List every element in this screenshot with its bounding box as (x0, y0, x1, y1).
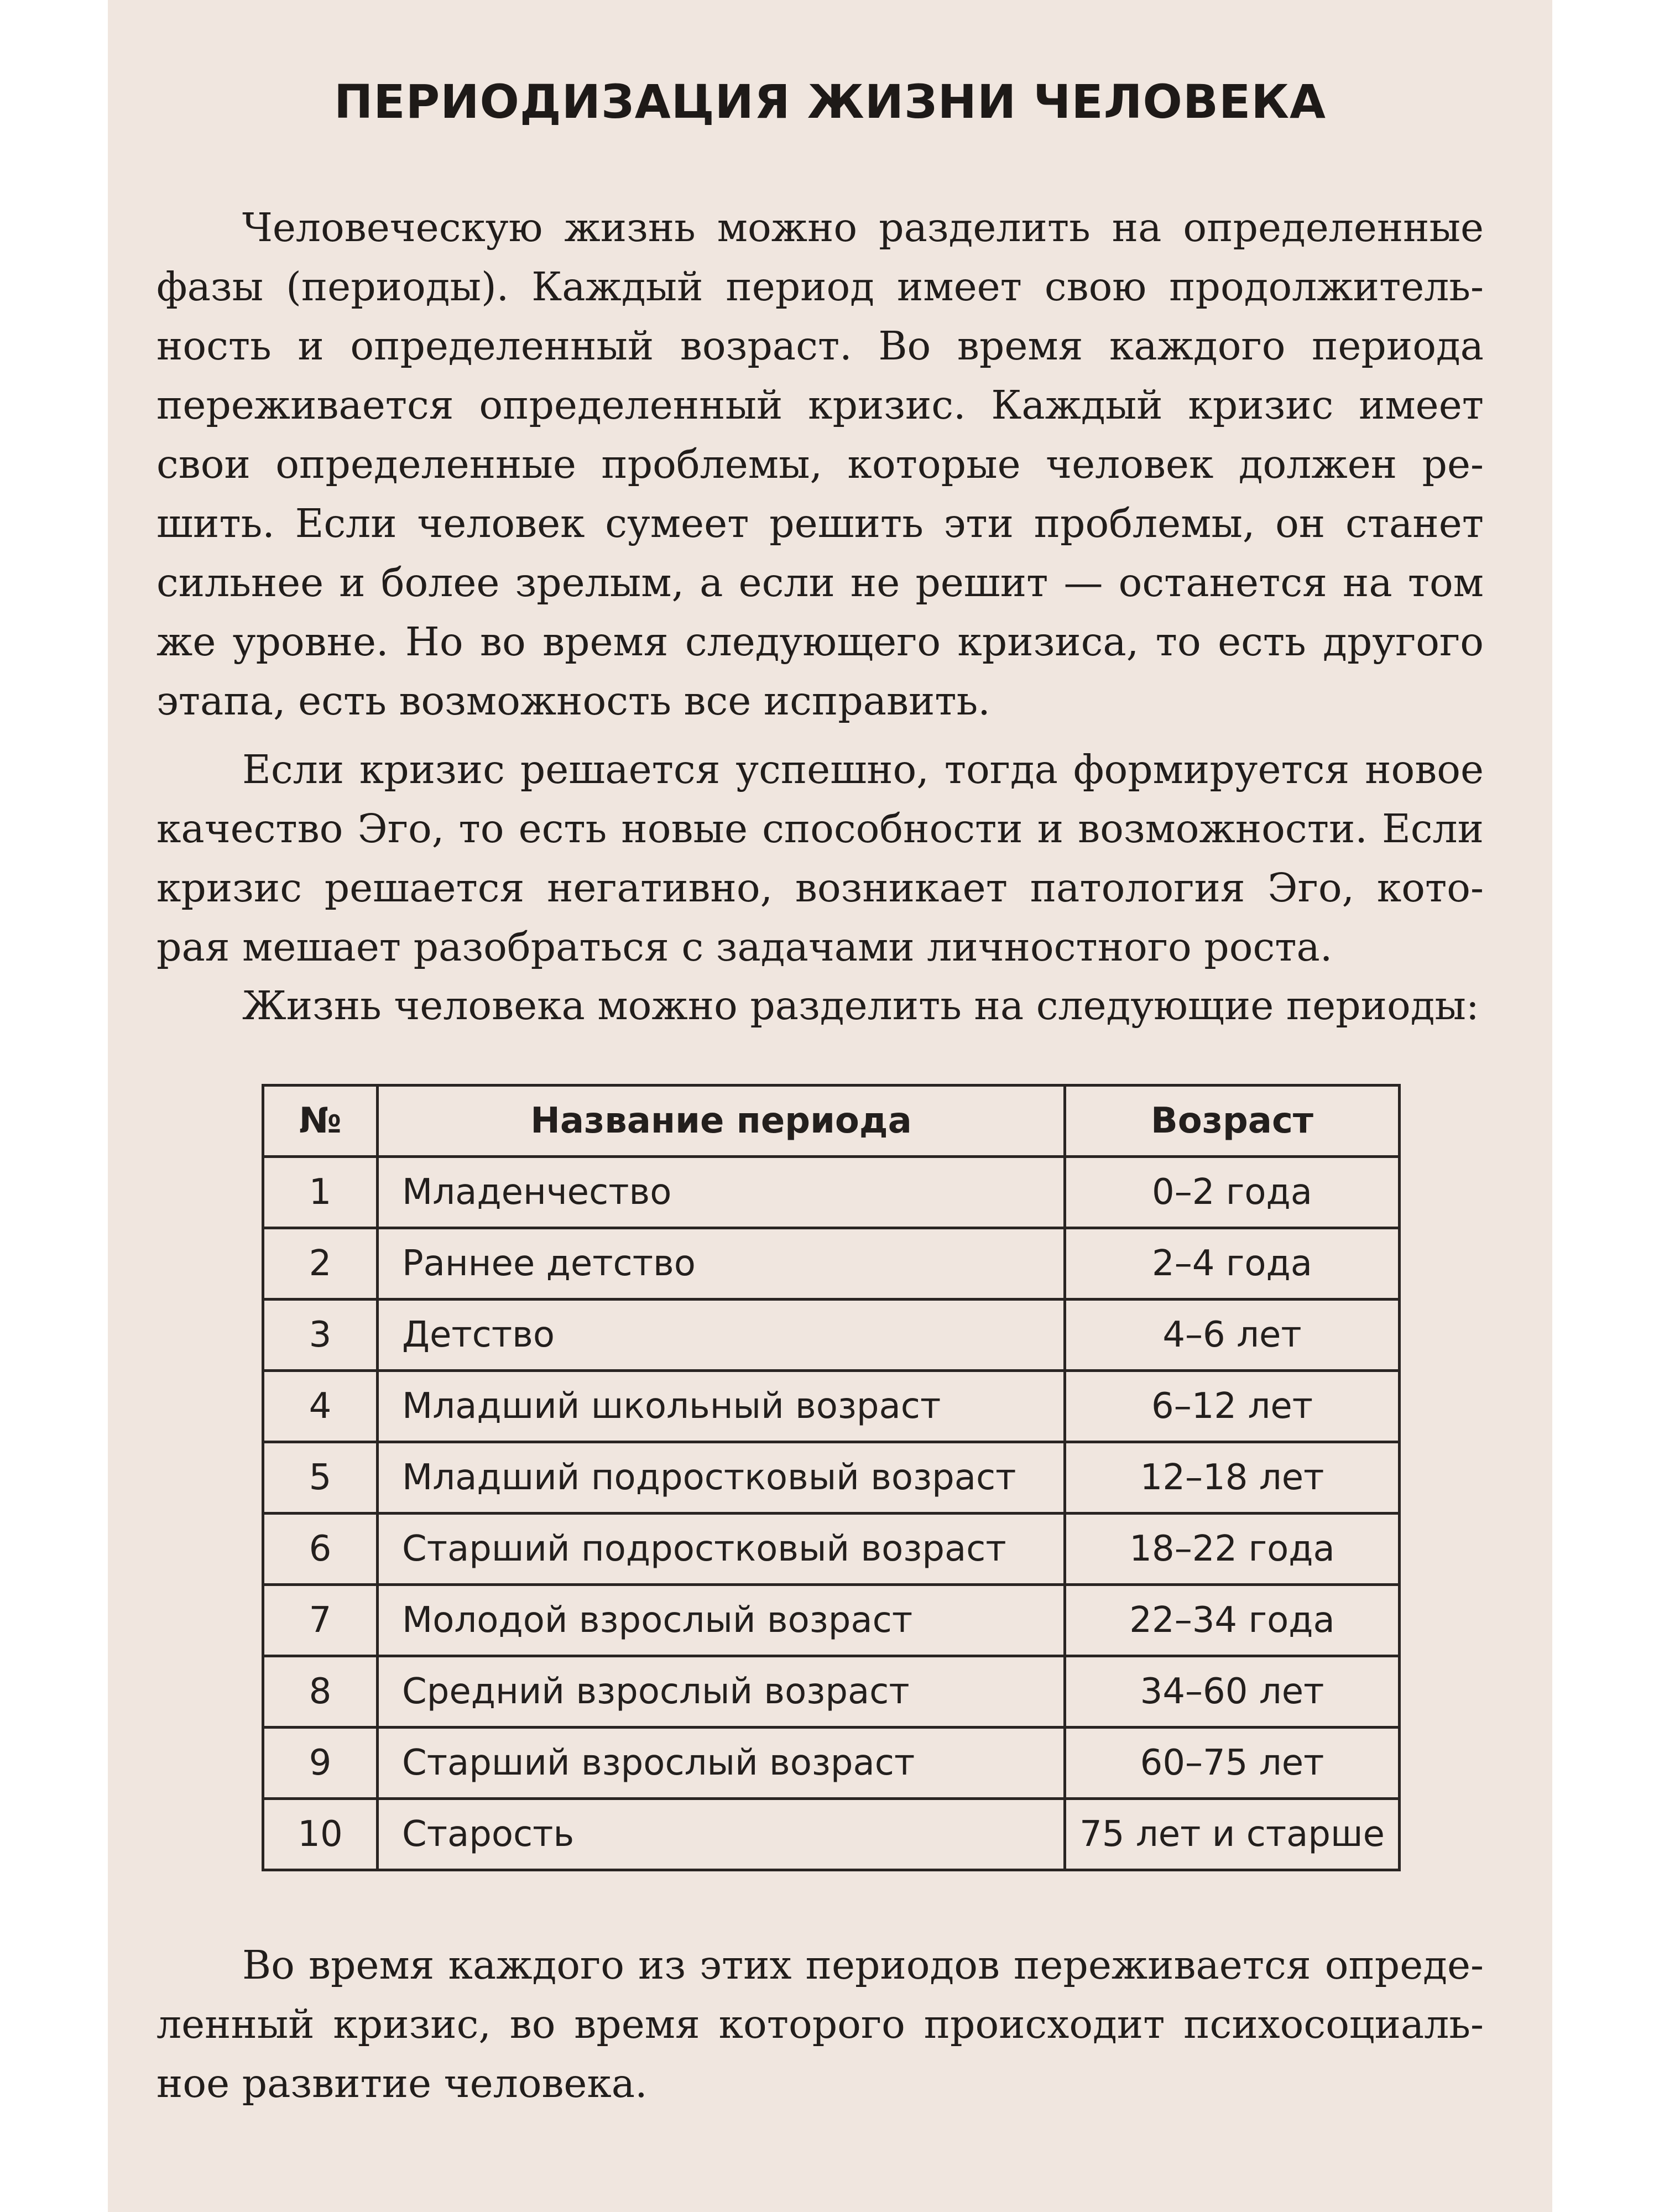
text-line: качество Эго, то есть новые способности и возможности. Если (156, 806, 1484, 852)
row-period-name: Раннее детство (378, 1228, 1065, 1300)
row-num: 8 (263, 1656, 378, 1728)
book-page (108, 0, 1552, 2212)
text-line: рая мешает разобраться с задачами личностного роста. (156, 924, 1333, 970)
table-row (263, 1228, 1400, 1300)
row-age: 22–34 года (1065, 1585, 1400, 1656)
text-line: переживается определенный кризис. Каждый кризис имеет (156, 382, 1484, 428)
row-num: 10 (263, 1799, 378, 1870)
row-age: 18–22 года (1065, 1514, 1400, 1585)
text-line: ное развитие человека. (156, 2060, 648, 2106)
row-age: 12–18 лет (1065, 1442, 1400, 1514)
closing-paragraph (156, 1936, 1484, 2113)
row-age: 0–2 года (1065, 1157, 1400, 1228)
row-num: 7 (263, 1585, 378, 1656)
row-period-name: Младенчество (378, 1157, 1065, 1228)
table-row (263, 1371, 1400, 1442)
crisis-paragraph (156, 740, 1484, 977)
row-num: 6 (263, 1514, 378, 1585)
row-num: 5 (263, 1442, 378, 1514)
periods-table (262, 1084, 1401, 1871)
table-row (263, 1728, 1400, 1799)
header-num: № (263, 1086, 378, 1157)
table-header-row (263, 1086, 1400, 1157)
header-period-name: Название периода (378, 1086, 1065, 1157)
row-period-name: Старший взрослый возраст (378, 1728, 1065, 1799)
text-line: Если кризис решается успешно, тогда формируется новое (242, 747, 1484, 792)
row-period-name: Младший школьный возраст (378, 1371, 1065, 1442)
text-line: сильнее и более зрелым, а если не решит — останется на том (156, 560, 1484, 606)
text-line: Во время каждого из этих периодов переживается опреде- (242, 1942, 1484, 1988)
text-line: Человеческую жизнь можно разделить на определенные (242, 205, 1484, 251)
table-intro-paragraph (156, 976, 1484, 1035)
row-num: 4 (263, 1371, 378, 1442)
table-row (263, 1300, 1400, 1371)
row-age: 4–6 лет (1065, 1300, 1400, 1371)
header-age: Возраст (1065, 1086, 1400, 1157)
row-age: 34–60 лет (1065, 1656, 1400, 1728)
text-line: ленный кризис, во время которого происходит психосоциаль- (156, 2001, 1484, 2047)
row-age: 2–4 года (1065, 1228, 1400, 1300)
table-row (263, 1799, 1400, 1870)
row-period-name: Старость (378, 1799, 1065, 1870)
table-row (263, 1157, 1400, 1228)
intro-paragraph (156, 198, 1484, 731)
row-num: 3 (263, 1300, 378, 1371)
table-row (263, 1442, 1400, 1514)
text-line: ность и определенный возраст. Во время каждого периода (156, 323, 1484, 369)
table-row (263, 1585, 1400, 1656)
table-row (263, 1656, 1400, 1728)
row-period-name: Детство (378, 1300, 1065, 1371)
text-line: Жизнь человека можно разделить на следующие периоды: (242, 983, 1479, 1029)
text-line: кризис решается негативно, возникает патология Эго, кото- (156, 865, 1484, 911)
row-period-name: Молодой взрослый возраст (378, 1585, 1065, 1656)
row-num: 9 (263, 1728, 378, 1799)
text-line: же уровне. Но во время следующего кризиса, то есть другого (156, 619, 1484, 665)
text-line: свои определенные проблемы, которые человек должен ре- (156, 441, 1484, 487)
text-line: фазы (периоды). Каждый период имеет свою продолжитель- (156, 264, 1484, 310)
row-period-name: Средний взрослый возраст (378, 1656, 1065, 1728)
row-num: 1 (263, 1157, 378, 1228)
text-line: этапа, есть возможность все исправить. (156, 678, 990, 724)
row-age: 60–75 лет (1065, 1728, 1400, 1799)
page-title: ПЕРИОДИЗАЦИЯ ЖИЗНИ ЧЕЛОВЕКА (333, 75, 1327, 129)
row-age: 75 лет и старше (1065, 1799, 1400, 1870)
text-line: шить. Если человек сумеет решить эти проблемы, он станет (156, 500, 1484, 546)
row-num: 2 (263, 1228, 378, 1300)
row-period-name: Старший подростковый возраст (378, 1514, 1065, 1585)
row-period-name: Младший подростковый возраст (378, 1442, 1065, 1514)
table-row (263, 1514, 1400, 1585)
row-age: 6–12 лет (1065, 1371, 1400, 1442)
